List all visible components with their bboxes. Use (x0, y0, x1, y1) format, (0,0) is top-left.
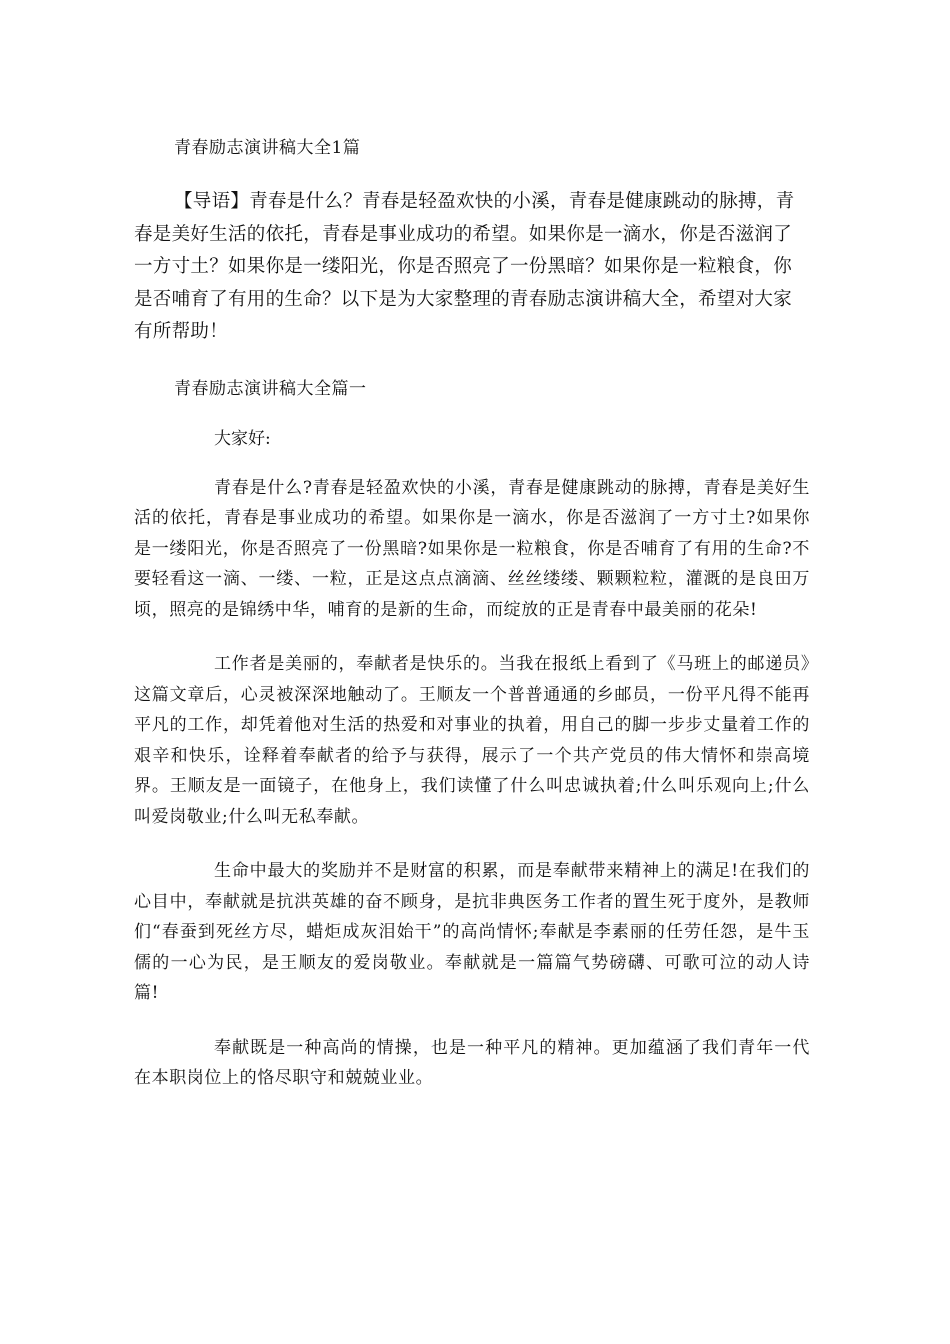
body-paragraph: 生命中最大的奖励并不是财富的积累，而是奉献带来精神上的满足!在我们的心目中，奉献就是抗洪英雄的奋不顾身，是抗非典医务工作者的置生死于度外，是教师们“春蚕到死丝方尽，蜡炬成灰泪始干”的高尚情怀;奉献是李素丽的任劳任怨，是牛玉儒的一心为民，是王顺友的爱岗敬业。奉献就是一篇篇气势磅礴、可歌可泣的动人诗篇! (134, 861, 810, 1003)
body-paragraph: 奉献既是一种高尚的情操，也是一种平凡的精神。更加蕴涵了我们青年一代在本职岗位上的恪尽职守和兢兢业业。 (134, 1037, 810, 1088)
body-paragraph: 青春是什么?青春是轻盈欢快的小溪，青春是健康跳动的脉搏，青春是美好生活的依托，青春是事业成功的希望。如果你是一滴水，你是否滋润了一方寸土?如果你是一缕阳光，你是否照亮了一份黑暗?如果你是一粒粮食，你是否哺育了有用的生命?不要轻看这一滴、一缕、一粒，正是这点点滴滴、丝丝缕缕、颗颗粒粒，灌溉的是良田万顷，照亮的是锦绣中华，哺育的是新的生命，而绽放的正是青春中最美丽的花朵! (134, 477, 810, 620)
document-body (134, 130, 810, 1118)
section-title: 青春励志演讲稿大全篇一 (174, 378, 367, 399)
intro-paragraph: 【导语】青春是什么？青春是轻盈欢快的小溪，青春是健康跳动的脉搏，青春是美好生活的依托，青春是事业成功的希望。如果你是一滴水，你是否滋润了一方寸土？如果你是一缕阳光，你是否照亮了一份黑暗？如果你是一粒粮食，你是否哺育了有用的生命？以下是为大家整理的青春励志演讲稿大全，希望对大家有所帮助！ (134, 191, 795, 342)
body-paragraph: 工作者是美丽的，奉献者是快乐的。当我在报纸上看到了《马班上的邮递员》这篇文章后，心灵被深深地触动了。王顺友一个普普通通的乡邮员，一份平凡得不能再平凡的工作，却凭着他对生活的热爱和对事业的执着，用自己的脚一步步丈量着工作的艰辛和快乐，诠释着奉献者的给予与获得，展示了一个共产党员的伟大情怀和崇高境界。王顺友是一面镜子，在他身上，我们读懂了什么叫忠诚执着;什么叫乐观向上;什么叫爱岗敬业;什么叫无私奉献。 (134, 654, 810, 827)
greeting: 大家好: (214, 428, 271, 449)
document-title: 青春励志演讲稿大全1篇 (174, 138, 361, 158)
